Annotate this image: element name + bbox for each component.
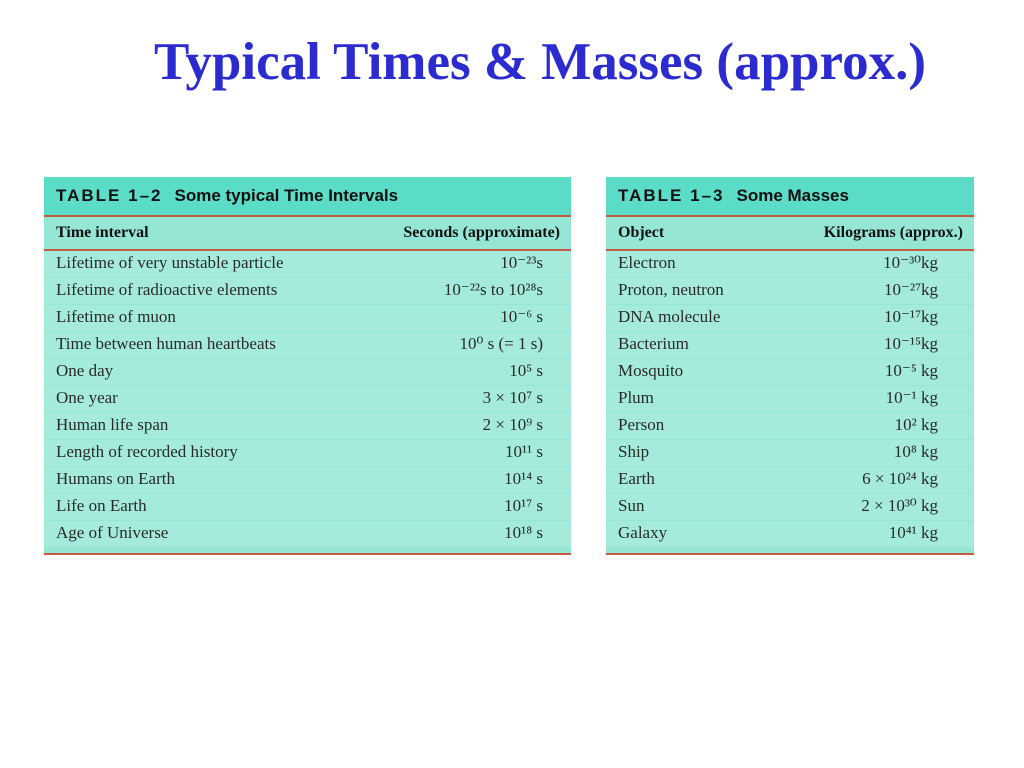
- table-caption-text: Some typical Time Intervals: [174, 186, 399, 205]
- row-value: 10⁻¹⁵kg: [884, 334, 938, 353]
- row-value: 2 × 10³⁰ kg: [861, 496, 938, 515]
- table-row: [606, 251, 974, 277]
- row-label: Lifetime of very unstable particle: [56, 253, 284, 272]
- table-row: [44, 332, 571, 358]
- table-row: [606, 332, 974, 358]
- table-row: [44, 413, 571, 439]
- row-label: Person: [618, 415, 665, 434]
- row-label: Lifetime of muon: [56, 307, 176, 326]
- table-row: [44, 467, 571, 493]
- row-label: Electron: [618, 253, 676, 272]
- table-bottom-rule: [606, 553, 974, 555]
- row-value: 10⁻²⁷kg: [884, 280, 938, 299]
- row-value: 10⁻²²s to 10²⁸s: [443, 280, 543, 299]
- row-value: 10² kg: [894, 415, 938, 434]
- column-header-time-interval: Time interval: [56, 224, 149, 241]
- time-intervals-table: [44, 177, 571, 555]
- row-label: One year: [56, 388, 118, 407]
- masses-table: [606, 177, 974, 555]
- row-label: Bacterium: [618, 334, 689, 353]
- row-value: 10⁻³⁰kg: [883, 253, 938, 272]
- row-value: 10⁸ kg: [893, 442, 938, 461]
- column-header-kilograms: Kilograms (approx.): [823, 224, 963, 241]
- row-label: Life on Earth: [56, 496, 147, 515]
- row-label: Age of Universe: [56, 523, 169, 542]
- row-label: Lifetime of radioactive elements: [56, 280, 278, 299]
- row-label: Galaxy: [618, 523, 668, 542]
- row-value: 10¹⁴ s: [504, 469, 543, 488]
- table-row: [606, 467, 974, 493]
- table-row: [606, 440, 974, 466]
- row-label: Length of recorded history: [56, 442, 238, 461]
- row-label: Proton, neutron: [618, 280, 724, 299]
- column-header-seconds: Seconds (approximate): [403, 224, 560, 241]
- table-row: [606, 359, 974, 385]
- table-row: [44, 278, 571, 304]
- row-value: 10⁻⁵ kg: [884, 361, 938, 380]
- row-label: Plum: [618, 388, 654, 407]
- row-value: 10⁻⁶ s: [500, 307, 543, 326]
- row-value: 6 × 10²⁴ kg: [862, 469, 938, 488]
- table-header: [606, 215, 974, 251]
- row-value: 10⁻¹⁷kg: [884, 307, 938, 326]
- row-label: Human life span: [56, 415, 169, 434]
- table-row: [44, 305, 571, 331]
- table-row: [606, 386, 974, 412]
- row-label: One day: [56, 361, 114, 380]
- table-row: [606, 278, 974, 304]
- row-value: 10¹¹ s: [504, 442, 543, 461]
- table-row: [606, 305, 974, 331]
- slide-title: Typical Times & Masses (approx.): [154, 33, 926, 91]
- row-label: Mosquito: [618, 361, 684, 380]
- row-value: 10¹⁸ s: [504, 523, 543, 542]
- table-row: [44, 521, 571, 547]
- row-value: 2 × 10⁹ s: [482, 415, 543, 434]
- row-label: Earth: [618, 469, 655, 488]
- row-label: Time between human heartbeats: [56, 334, 276, 353]
- table-row: [44, 494, 571, 520]
- column-header-object: Object: [618, 224, 665, 241]
- row-label: Sun: [618, 496, 645, 515]
- row-value: 10⁵ s: [509, 361, 543, 380]
- table-row: [44, 386, 571, 412]
- table-caption: [44, 177, 571, 215]
- row-value: 10¹⁷ s: [504, 496, 543, 515]
- table-row: [44, 440, 571, 466]
- table-number: TABLE 1–3: [618, 186, 725, 205]
- row-value: 3 × 10⁷ s: [482, 388, 543, 407]
- table-row: [606, 494, 974, 520]
- table-header: [44, 215, 571, 251]
- row-value: 10⁻¹ kg: [885, 388, 938, 407]
- table-row: [606, 413, 974, 439]
- table-bottom-rule: [44, 553, 571, 555]
- row-value: 10⁻²³s: [500, 253, 543, 272]
- row-label: Ship: [618, 442, 650, 461]
- table-body: [606, 251, 974, 548]
- row-value: 10⁴¹ kg: [888, 523, 938, 542]
- table-body: [44, 251, 571, 548]
- table-row: [606, 521, 974, 547]
- table-caption-text: Some Masses: [736, 186, 849, 205]
- table-row: [44, 359, 571, 385]
- row-value: 10⁰ s (= 1 s): [459, 334, 543, 353]
- table-number: TABLE 1–2: [56, 186, 163, 205]
- table-caption: [606, 177, 974, 215]
- row-label: DNA molecule: [618, 307, 721, 326]
- table-row: [44, 251, 571, 277]
- row-label: Humans on Earth: [56, 469, 175, 488]
